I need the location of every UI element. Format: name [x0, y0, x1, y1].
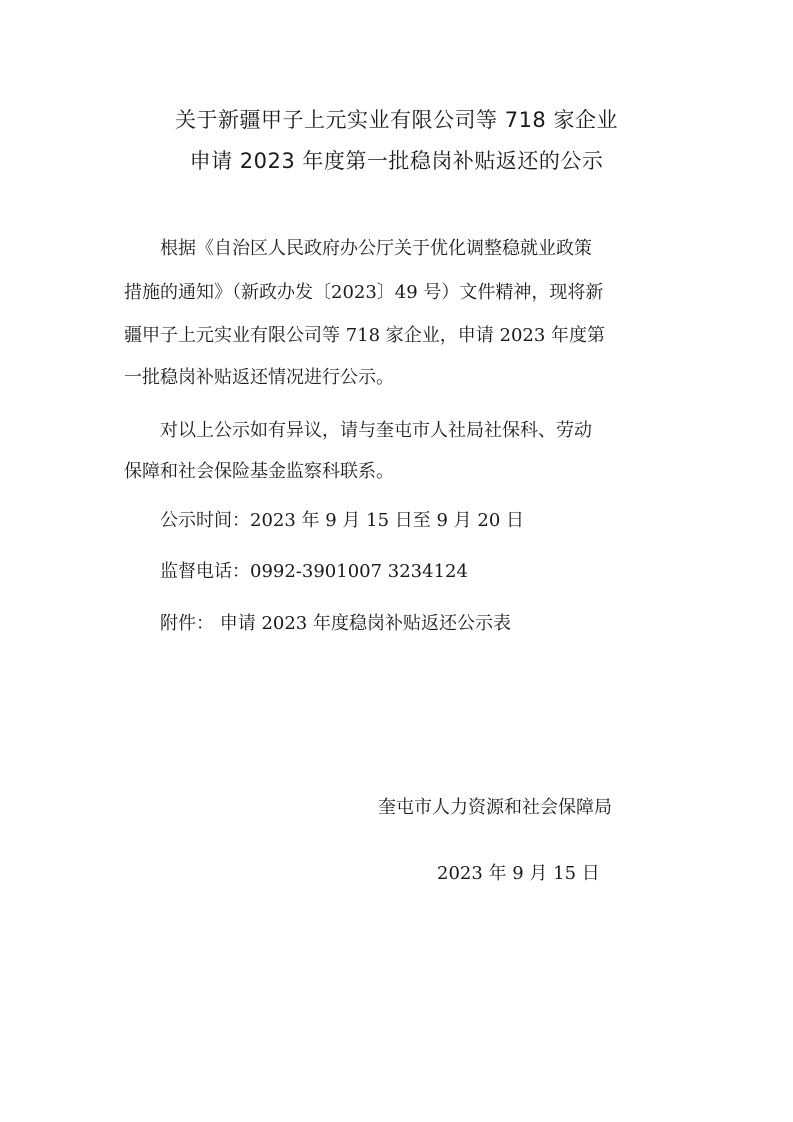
title-line-1: 关于新疆甲子上元实业有限公司等 718 家企业 [175, 108, 618, 132]
paragraph-line: 措施的通知》（新政办发〔2023〕49 号）文件精神，现将新 [124, 282, 604, 303]
publicity-period: 公示时间：2023 年 9 月 15 日至 9 月 20 日 [160, 510, 525, 531]
paragraph-line: 保障和社会保险基金监察科联系。 [124, 461, 394, 482]
paragraph-line: 一批稳岗补贴返还情况进行公示。 [124, 367, 394, 388]
attachment-note: 附件： 申请 2023 年度稳岗补贴返还公示表 [160, 613, 511, 634]
signature-date: 2023 年 9 月 15 日 [437, 863, 600, 884]
title-line-2: 申请 2023 年度第一批稳岗补贴返还的公示 [189, 149, 604, 173]
signature-organization: 奎屯市人力资源和社会保障局 [378, 797, 612, 818]
paragraph-line: 根据《自治区人民政府办公厅关于优化调整稳就业政策 [160, 238, 592, 259]
supervision-phone: 监督电话：0992-3901007 3234124 [160, 561, 468, 582]
paragraph-line: 对以上公示如有异议，请与奎屯市人社局社保科、劳动 [160, 420, 592, 441]
paragraph-line: 疆甲子上元实业有限公司等 718 家企业，申请 2023 年度第 [124, 325, 606, 346]
